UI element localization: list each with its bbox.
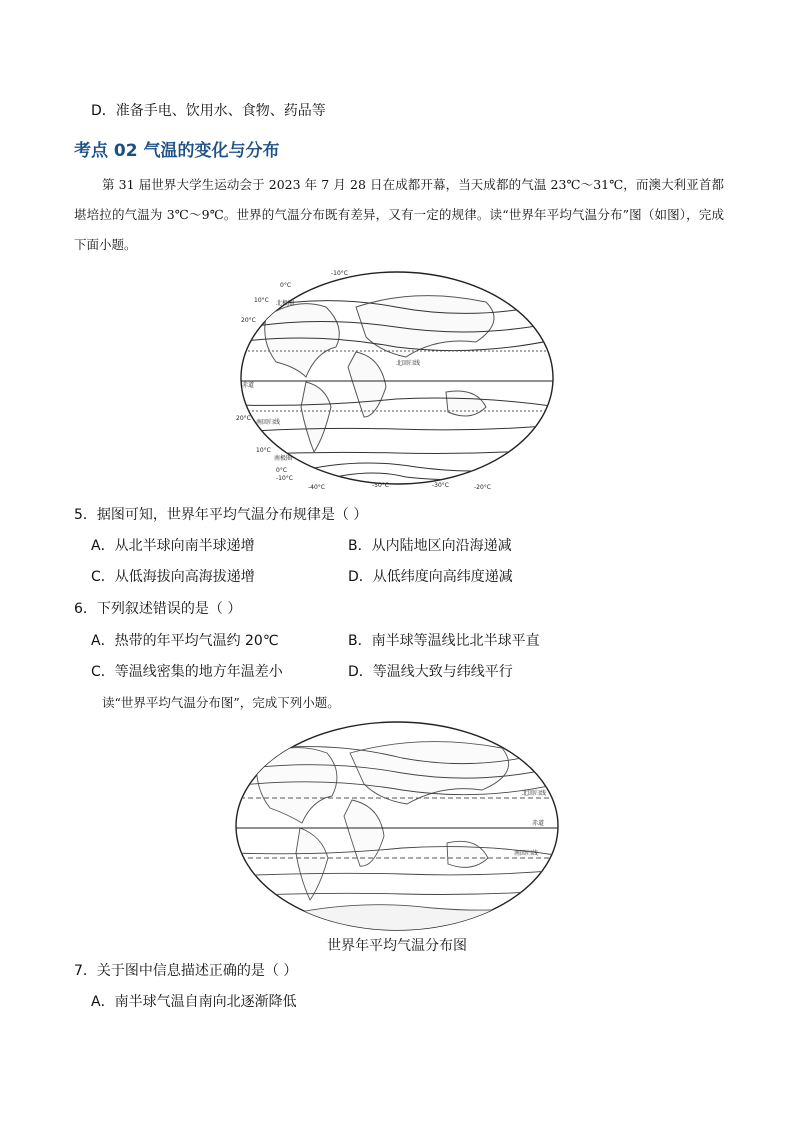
- intro-paragraph: 第 31 届世界大学生运动会于 2023 年 7 月 28 日在成都开幕，当天成都的气温 23℃～31℃，而澳大利亚首都堪培拉的气温为 3℃～9℃。世界的气温分布既有差异，又有一定的规律。读“世界年平均气温分布”图（如图），完成下面小题。: [74, 177, 724, 252]
- q5-option-c: C．从低海拔向高海拔递增: [91, 569, 255, 585]
- q6-option-d: D．等温线大致与纬线平行: [348, 664, 513, 680]
- q7-stem: 7．关于图中信息描述正确的是（ ）: [74, 963, 298, 979]
- isotherm-label: 10°C: [256, 447, 271, 454]
- label-south-circle: 南极圈: [274, 455, 293, 462]
- isotherm-label: -50°C: [372, 482, 389, 489]
- isotherm-label: 20°C: [236, 415, 251, 422]
- q6-stem: 6．下列叙述错误的是（ ）: [74, 601, 242, 617]
- section-title: 考点 02 气温的变化与分布: [74, 141, 280, 161]
- label-tropic-cancer: 北回归线: [522, 790, 547, 797]
- q6-option-c: C．等温线密集的地方年温差小: [91, 664, 283, 680]
- isotherm-label: -10°C: [276, 475, 293, 482]
- label-tropic-cancer: 北回归线: [396, 360, 421, 367]
- label-tropic-capricorn: 南回归线: [514, 850, 539, 857]
- label-tropic-capricorn: 南回归线: [256, 419, 281, 426]
- label-equator: 赤道: [532, 820, 545, 827]
- q5-stem: 5．据图可知，世界年平均气温分布规律是（ ）: [74, 507, 368, 523]
- world-temperature-map-2: [232, 718, 562, 934]
- map2-caption: 世界年平均气温分布图: [327, 938, 467, 954]
- q5-option-b: B．从内陆地区向沿海递减: [348, 538, 512, 554]
- isotherm-label: 10°C: [254, 297, 269, 304]
- isotherm-label: -10°C: [331, 270, 348, 277]
- q7-option-a: A．南半球气温自南向北逐渐降低: [91, 994, 297, 1010]
- isotherm-label: 20°C: [241, 317, 256, 324]
- isotherm-label: 0°C: [276, 467, 288, 474]
- label-equator: 赤道: [242, 382, 255, 389]
- q6-option-a: A．热带的年平均气温约 20℃: [91, 633, 279, 649]
- world-temperature-map-1: [236, 267, 558, 493]
- instruction-2: 读“世界平均气温分布图”，完成下列小题。: [102, 695, 340, 710]
- isotherm-label: 0°C: [280, 282, 292, 289]
- prev-option-d: D．准备手电、饮用水、食物、药品等: [91, 103, 326, 119]
- q5-option-a: A．从北半球向南半球递增: [91, 538, 255, 554]
- isotherm-label: -30°C: [432, 482, 449, 489]
- isotherm-label: -20°C: [474, 484, 491, 491]
- isotherm-label: -40°C: [308, 484, 325, 491]
- antarctica-shape: [232, 905, 562, 934]
- q6-option-b: B．南半球等温线比北半球平直: [348, 633, 540, 649]
- q5-option-d: D．从低纬度向高纬度递减: [348, 569, 513, 585]
- label-north-circle: 北极圈: [276, 300, 295, 307]
